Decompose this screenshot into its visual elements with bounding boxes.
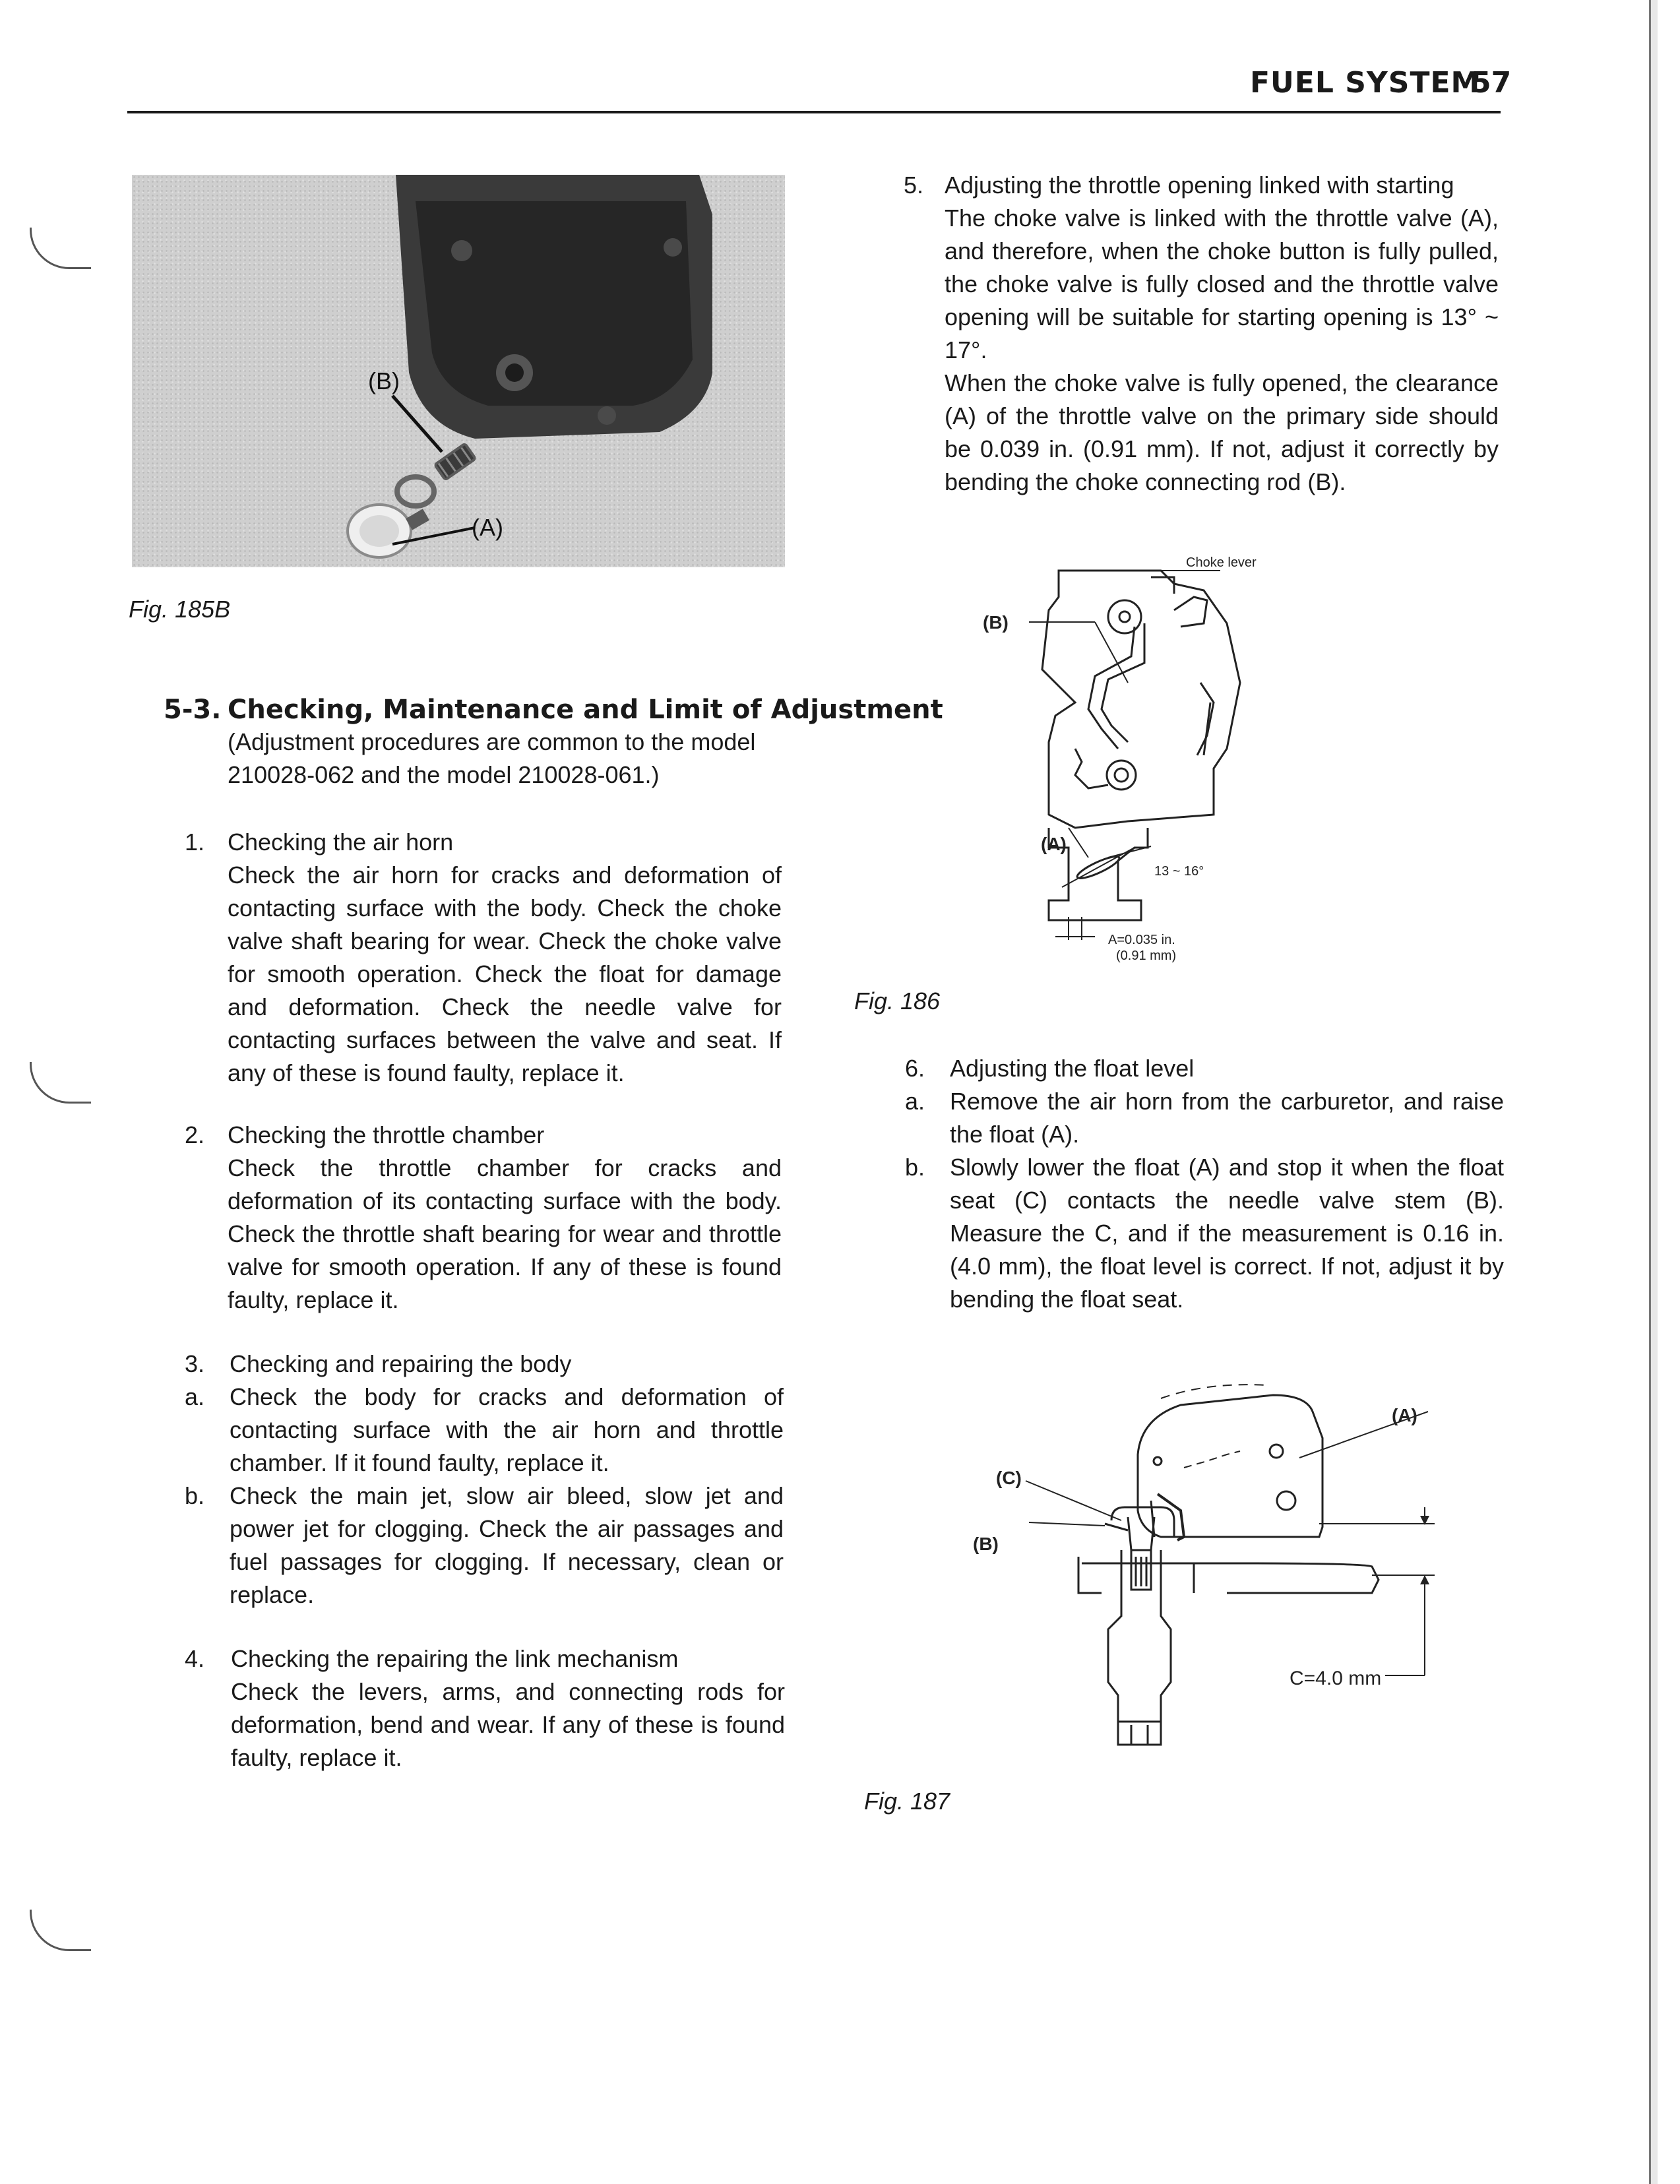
fig-187-label-a: (A) — [1392, 1405, 1417, 1425]
choke-linkage-drawing — [976, 551, 1280, 973]
item-4-title: Checking the repairing the link mechanism — [231, 1645, 679, 1672]
item-2-number: 2. — [185, 1121, 205, 1148]
item-5-title: Adjusting the throttle opening linked with starting — [945, 172, 1454, 199]
item-3b-label: b. — [185, 1482, 205, 1509]
header-rule — [127, 111, 1501, 113]
section-title: Checking, Maintenance and Limit of Adjustment — [228, 695, 943, 725]
fig-186-label-b: (B) — [983, 612, 1009, 633]
item-6-number: 6. — [905, 1055, 925, 1082]
item-3-number: 3. — [185, 1350, 205, 1377]
item-4-number: 4. — [185, 1645, 205, 1672]
fig-186-clearance-line-2: (0.91 mm) — [1116, 949, 1177, 963]
section-subtitle-line-1: (Adjustment procedures are common to the model — [228, 728, 756, 755]
fig-186-choke-lever-label: Choke lever — [1186, 555, 1257, 570]
section-number: 5-3. — [164, 695, 222, 725]
carburetor-photo-illustration — [132, 175, 785, 567]
item-6a-label: a. — [905, 1088, 925, 1115]
page-number: 57 — [1471, 66, 1512, 100]
float-level-drawing — [963, 1365, 1478, 1761]
item-6-title: Adjusting the float level — [950, 1055, 1195, 1082]
binder-punch-mark-bottom — [30, 1910, 91, 1951]
item-3a-body: Check the body for cracks and deformation of contacting surface with the air horn and throttle chamber. If it found faulty, replace it. — [230, 1383, 784, 1476]
fig-186-angle-label: 13 ~ 16° — [1154, 864, 1204, 879]
item-1-title: Checking the air horn — [228, 828, 454, 856]
fig-186-label-a: (A) — [1041, 834, 1067, 854]
fig-185b-photo — [132, 175, 785, 567]
fig-187-label-b: (B) — [973, 1534, 999, 1554]
item-5-body-2: When the choke valve is fully opened, the clearance (A) of the throttle valve on the primary side should be 0.039 in. (0.91 mm). If not, adjust it correctly by bending the choke connecting rod (B). — [945, 369, 1499, 495]
item-5-body-1: The choke valve is linked with the throttle valve (A), and therefore, when the choke button is fully pulled, the choke valve is fully closed and the throttle valve opening will be suitable for starting opening is 13° ~ 17°. — [945, 204, 1499, 363]
item-3b-body: Check the main jet, slow air bleed, slow jet and power jet for clogging. Check the air passages and fuel passages for clogging. If necessary, clean or replace. — [230, 1482, 784, 1608]
binder-punch-mark-top — [30, 228, 91, 269]
item-3a-label: a. — [185, 1383, 205, 1410]
item-4-body: Check the levers, arms, and connecting rods for deformation, bend and wear. If any of these is found faulty, replace it. — [231, 1678, 785, 1771]
running-header-title: FUEL SYSTEM — [1250, 66, 1481, 100]
fig-186-caption: Fig. 186 — [854, 987, 941, 1014]
item-1-body: Check the air horn for cracks and deformation of contacting surface with the body. Check the choke valve shaft bearing for wear. Check the choke valve for smooth operation. Check the float for damage and deformation. Check the needle valve for contacting surfaces between the valve and seat. If any of these is found faulty, replace it. — [228, 861, 782, 1086]
item-5-number: 5. — [904, 172, 924, 199]
item-6a-body: Remove the air horn from the carburetor, and raise the float (A). — [950, 1088, 1504, 1148]
section-subtitle-line-2: 210028-062 and the model 210028-061.) — [228, 761, 660, 788]
fig-187-label-c: (C) — [996, 1468, 1022, 1488]
fig-187-dimension: C=4.0 mm — [1290, 1668, 1382, 1689]
item-6b-label: b. — [905, 1154, 925, 1181]
item-3-title: Checking and repairing the body — [230, 1350, 572, 1377]
fig-186-diagram — [976, 551, 1280, 973]
item-2-body: Check the throttle chamber for cracks and deformation of its contacting surface with the body. Check the throttle shaft bearing for wear and throttle valve for smooth operation. If any of these is found faulty, replace it. — [228, 1154, 782, 1313]
fig-186-clearance-line-1: A=0.035 in. — [1108, 933, 1175, 947]
page-edge — [1649, 0, 1658, 2184]
item-1-number: 1. — [185, 828, 205, 856]
photo-label-b: (B) — [368, 367, 400, 394]
item-6b-body: Slowly lower the float (A) and stop it when the float seat (C) contacts the needle valve stem (B). Measure the C, and if the measurement is 0.16 in. (4.0 mm), the float level is correct. If not, adjust it by bending the float seat. — [950, 1154, 1504, 1313]
fig-187-diagram — [963, 1365, 1478, 1761]
binder-punch-mark-middle — [30, 1062, 91, 1104]
photo-label-a: (A) — [472, 514, 503, 541]
fig-187-caption: Fig. 187 — [864, 1788, 950, 1815]
item-2-title: Checking the throttle chamber — [228, 1121, 545, 1148]
fig-185b-caption: Fig. 185B — [129, 596, 231, 623]
